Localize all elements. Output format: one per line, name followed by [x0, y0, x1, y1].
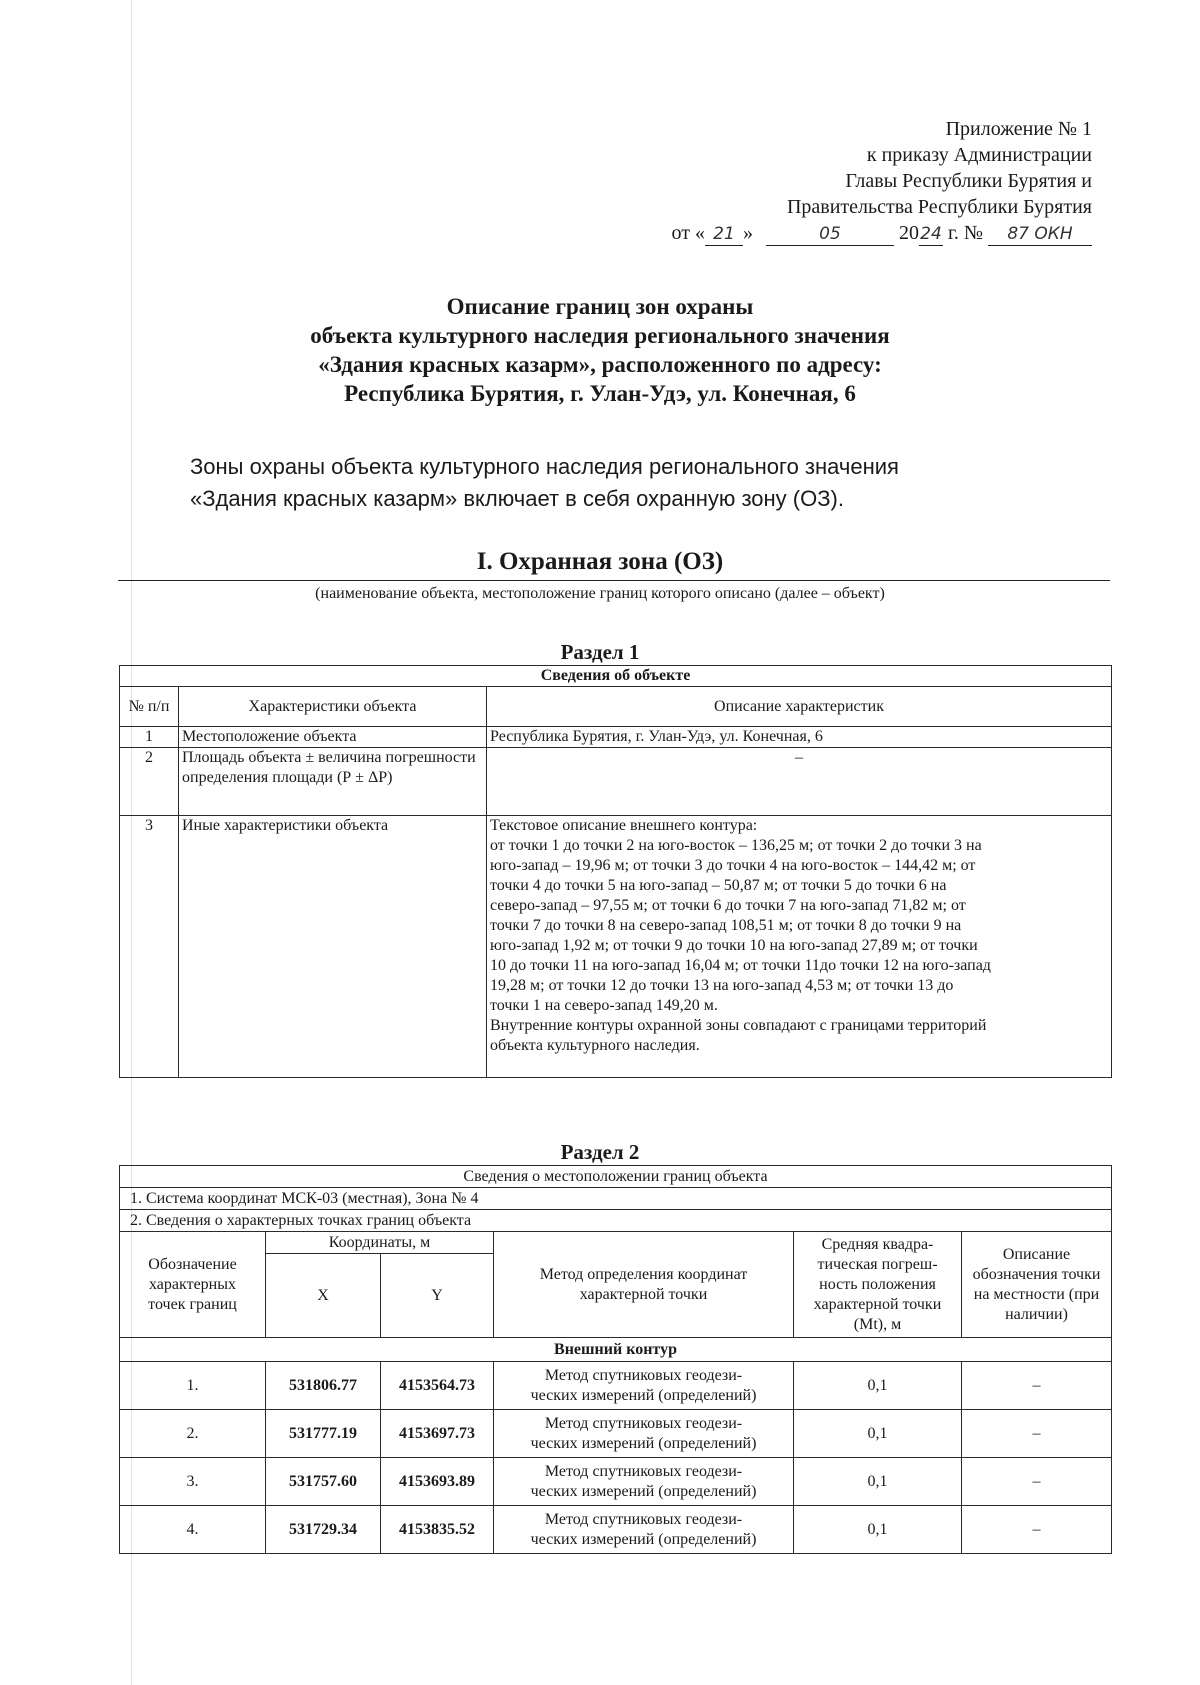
col-header-num: № п/п — [120, 687, 179, 727]
table-title-row — [120, 1166, 1112, 1188]
method-line: Метод спутниковых геодези- — [544, 1510, 743, 1528]
table-row — [120, 727, 1112, 748]
title-line: «Здания красных казарм», расположенного по адресу: — [318, 352, 882, 377]
table-row — [120, 1410, 1112, 1458]
contour-text-line: юго-запад – 19,96 м; от точки 3 до точки 4 на юго-восток – 144,42 м; от — [490, 857, 976, 874]
coord-system-row — [120, 1188, 1112, 1210]
boundary-points-table — [119, 1165, 1112, 1554]
table-row — [120, 1458, 1112, 1506]
row-num: 2 — [120, 748, 179, 816]
contour-text-line: от точки 1 до точки 2 на юго-восток – 136,25 м; от точки 2 до точки 3 на — [490, 837, 982, 854]
point-desc: – — [962, 1410, 1112, 1458]
order-number-handwritten: 87 ОКН — [988, 223, 1092, 246]
point-desc: – — [962, 1458, 1112, 1506]
table-title-row — [120, 666, 1112, 687]
method-line: ческих измерений (определений) — [530, 1434, 757, 1452]
point-y: 4153835.52 — [381, 1506, 494, 1554]
contour-text-line: юго-запад 1,92 м; от точки 9 до точки 10 на юго-запад 27,89 м; от точки — [490, 937, 978, 954]
contour-text-line: 19,28 м; от точки 12 до точки 13 на юго-запад 4,53 м; от точки 13 до — [490, 977, 954, 994]
date-prefix: от « — [671, 222, 705, 244]
point-id: 2. — [120, 1410, 266, 1458]
point-mt: 0,1 — [794, 1362, 962, 1410]
section-rule — [118, 580, 1110, 581]
point-x: 531777.19 — [266, 1410, 381, 1458]
row-char: Площадь объекта ± величина погрешности определения площади (Р ± ΔР) — [179, 748, 487, 816]
col-header-description — [962, 1232, 1112, 1338]
point-id: 1. — [120, 1362, 266, 1410]
table-title: Сведения о местоположении границ объекта — [120, 1166, 1112, 1188]
point-y: 4153693.89 — [381, 1458, 494, 1506]
col-header-x: X — [266, 1254, 381, 1338]
point-method — [494, 1362, 794, 1410]
point-mt: 0,1 — [794, 1458, 962, 1506]
contour-text-line: 10 до точки 11 на юго-запад 16,04 м; от точки 11до точки 12 на юго-запад — [490, 957, 991, 974]
point-y: 4153564.73 — [381, 1362, 494, 1410]
col-header-coords: Координаты, м — [266, 1232, 494, 1254]
point-method — [494, 1506, 794, 1554]
point-method — [494, 1458, 794, 1506]
contour-text-line: Внутренние контуры охранной зоны совпадают с границами территорий — [490, 1017, 987, 1034]
table-header-row — [120, 1232, 1112, 1254]
col-header-designation — [120, 1232, 266, 1338]
col-header-desc: Описание характеристик — [487, 687, 1112, 727]
method-line: ческих измерений (определений) — [530, 1482, 757, 1500]
appendix-line: к приказу Администрации — [866, 144, 1092, 166]
contour-label: Внешний контур — [120, 1338, 1112, 1362]
method-line: Метод спутниковых геодези- — [544, 1462, 743, 1480]
col-header-line: Описание — [1002, 1245, 1071, 1263]
appendix-line: Правительства Республики Бурятия — [786, 196, 1092, 218]
order-number-prefix: г. № — [947, 222, 983, 244]
contour-text-line: точки 1 на северо-запад 149,20 м. — [490, 997, 718, 1014]
point-mt: 0,1 — [794, 1506, 962, 1554]
table-header-row — [120, 687, 1112, 727]
method-line: Метод спутниковых геодези- — [544, 1366, 743, 1384]
object-info-table — [119, 665, 1112, 1078]
date-year-handwritten: 24 — [920, 224, 942, 244]
section-note: (наименование объекта, местоположение границ которого описано (далее – объект) — [315, 585, 885, 602]
point-method — [494, 1410, 794, 1458]
date-mid: » — [742, 222, 753, 244]
col-header-line: ность положения — [819, 1275, 936, 1293]
col-header-line: тическая погреш- — [817, 1255, 938, 1273]
table-row — [120, 748, 1112, 816]
col-header-line: наличии) — [1005, 1305, 1068, 1323]
contour-text-line: точки 7 до точки 8 на северо-запад 108,51 м; от точки 8 до точки 9 на — [490, 917, 962, 934]
col-header-line: Средняя квадра- — [821, 1235, 934, 1253]
point-id: 4. — [120, 1506, 266, 1554]
razdel-2-heading: Раздел 2 — [560, 1140, 640, 1164]
col-header-line: точек границ — [148, 1295, 237, 1313]
contour-text-line: объекта культурного наследия. — [490, 1037, 700, 1054]
table-row — [120, 1362, 1112, 1410]
point-x: 531757.60 — [266, 1458, 381, 1506]
points-title: 2. Сведения о характерных точках границ объекта — [120, 1210, 1112, 1232]
date-month-handwritten: 05 — [766, 223, 894, 246]
intro-line: Зоны охраны объекта культурного наследия регионального значения — [190, 454, 899, 479]
method-line: ческих измерений (определений) — [530, 1530, 757, 1548]
title-line: объекта культурного наследия регионального значения — [310, 323, 890, 348]
col-header-method — [494, 1232, 794, 1338]
col-header-line: (Mt), м — [853, 1315, 902, 1333]
section-title: I. Охранная зона (ОЗ) — [476, 548, 724, 575]
title-line: Республика Бурятия, г. Улан-Удэ, ул. Конечная, 6 — [344, 381, 856, 406]
appendix-line: Главы Республики Бурятия и — [845, 170, 1092, 192]
appendix-header — [671, 116, 1092, 246]
point-id: 3. — [120, 1458, 266, 1506]
table-title: Сведения об объекте — [120, 666, 1112, 687]
point-x: 531729.34 — [266, 1506, 381, 1554]
col-header-line: характерной точки — [579, 1285, 708, 1303]
contour-row — [120, 1338, 1112, 1362]
table-row — [120, 816, 1112, 1078]
contour-text-line: Текстовое описание внешнего контура: — [490, 817, 758, 834]
row-desc-contour — [487, 816, 1112, 1078]
col-header-line: характерной точки — [813, 1295, 942, 1313]
point-y: 4153697.73 — [381, 1410, 494, 1458]
col-header-line: Обозначение — [148, 1255, 237, 1273]
intro-paragraph — [190, 451, 1090, 515]
col-header-error — [794, 1232, 962, 1338]
contour-text-line: точки 4 до точки 5 на юго-запад – 50,87 м; от точки 5 до точки 6 на — [490, 877, 947, 894]
row-num: 3 — [120, 816, 179, 1078]
col-header-line: Метод определения координат — [539, 1265, 748, 1283]
col-header-y: Y — [381, 1254, 494, 1338]
row-desc: – — [487, 748, 1112, 816]
method-line: ческих измерений (определений) — [530, 1386, 757, 1404]
points-title-row — [120, 1210, 1112, 1232]
method-line: Метод спутниковых геодези- — [544, 1414, 743, 1432]
intro-line: «Здания красных казарм» включает в себя охранную зону (ОЗ). — [190, 486, 844, 511]
date-day-handwritten: 21 — [705, 223, 743, 246]
col-header-char: Характеристики объекта — [179, 687, 487, 727]
row-char: Местоположение объекта — [179, 727, 487, 748]
date-year-prefix: 20 — [898, 222, 919, 244]
point-desc: – — [962, 1506, 1112, 1554]
point-x: 531806.77 — [266, 1362, 381, 1410]
table-row — [120, 1506, 1112, 1554]
razdel-1-heading: Раздел 1 — [560, 640, 640, 664]
document-title — [0, 292, 1200, 408]
coord-system: 1. Система координат МСК-03 (местная), Зона № 4 — [120, 1188, 1112, 1210]
contour-text-line: северо-запад – 97,55 м; от точки 6 до точки 7 на юго-запад 71,82 м; от — [490, 897, 966, 914]
point-mt: 0,1 — [794, 1410, 962, 1458]
row-desc: Республика Бурятия, г. Улан-Удэ, ул. Конечная, 6 — [487, 727, 1112, 748]
col-header-line: на местности (при — [973, 1285, 1100, 1303]
title-line: Описание границ зон охраны — [446, 294, 754, 319]
point-desc: – — [962, 1362, 1112, 1410]
order-date-row — [671, 220, 1092, 246]
col-header-line: обозначения точки — [972, 1265, 1101, 1283]
row-num: 1 — [120, 727, 179, 748]
col-header-line: характерных — [149, 1275, 236, 1293]
appendix-line: Приложение № 1 — [945, 118, 1092, 140]
row-char: Иные характеристики объекта — [179, 816, 487, 1078]
